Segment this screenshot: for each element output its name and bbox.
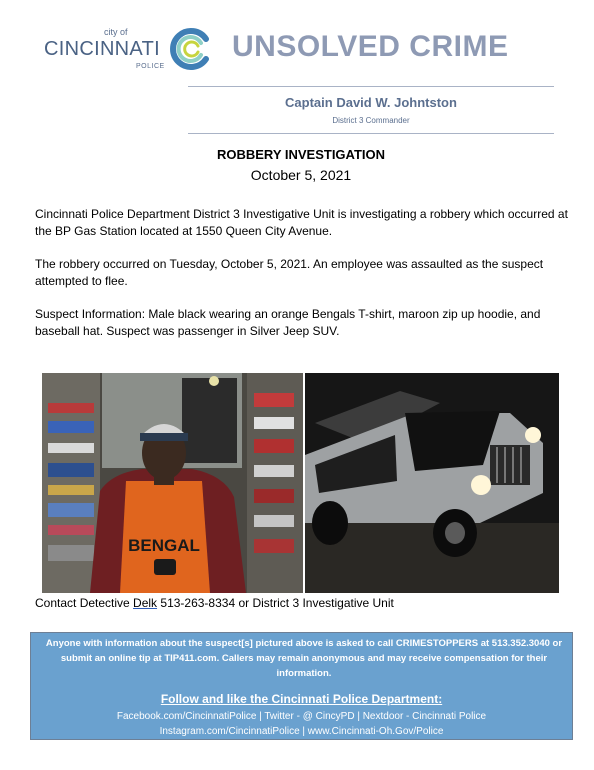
logo-cincinnati-wordmark: CINCINNATI: [44, 38, 160, 60]
follow-heading: Follow and like the Cincinnati Police Department:: [160, 692, 443, 706]
paragraph-investigation: Cincinnati Police Department District 3 Investigative Unit is investigating a robbery which occurred at the BP Gas Station located at 1550 Queen City Avenue.: [35, 207, 568, 238]
detective-name-link[interactable]: Delk: [133, 596, 158, 610]
header-divider-top: [188, 86, 554, 87]
logo-city-of-text: city of: [104, 27, 128, 37]
paragraph-suspect-information: Suspect Information: Male black wearing an orange Bengals T-shirt, maroon zip up hoodie, and baseball hat. Suspect was passenger in Silver Jeep SUV.: [35, 307, 541, 338]
logo-police-text: POLICE: [136, 63, 165, 70]
contact-prefix: Contact Detective: [35, 596, 134, 610]
contact-suffix: 513-263-8334 or District 3 Investigative Unit: [157, 596, 394, 610]
notice-heading: ROBBERY INVESTIGATION: [216, 147, 386, 162]
header-divider-bottom: [188, 133, 554, 134]
captain-name: Captain David W. Johntston: [285, 95, 457, 110]
vehicle-surveillance-photo: [305, 373, 559, 593]
social-links-line-2: Instagram.com/CincinnatiPolice | www.Cincinnati-Oh.Gov/Police: [159, 726, 444, 737]
crimestoppers-text: Anyone with information about the suspect[s] pictured above is asked to call CRIMESTOPPERS at 513.352.3040 or submit an online tip at TIP411.com. Callers may remain anonymous and may receive compensation for their information.: [45, 638, 563, 679]
shirt-lettering: BENGAL: [128, 536, 200, 555]
suspect-surveillance-photo: [42, 373, 303, 593]
notice-date: October 5, 2021: [250, 167, 352, 183]
page-title: UNSOLVED CRIME: [232, 30, 509, 63]
contact-line: [35, 596, 394, 610]
social-links-line-1: Facebook.com/CincinnatiPolice | Twitter - @ CincyPD | Nextdoor - Cincinnati Police: [116, 711, 487, 722]
cincinnati-c-logo-icon: [168, 27, 212, 71]
commander-title: District 3 Commander: [332, 116, 410, 125]
paragraph-robbery-details: The robbery occurred on Tuesday, October 5, 2021. An employee was assaulted as the suspect attempted to flee.: [35, 257, 544, 288]
